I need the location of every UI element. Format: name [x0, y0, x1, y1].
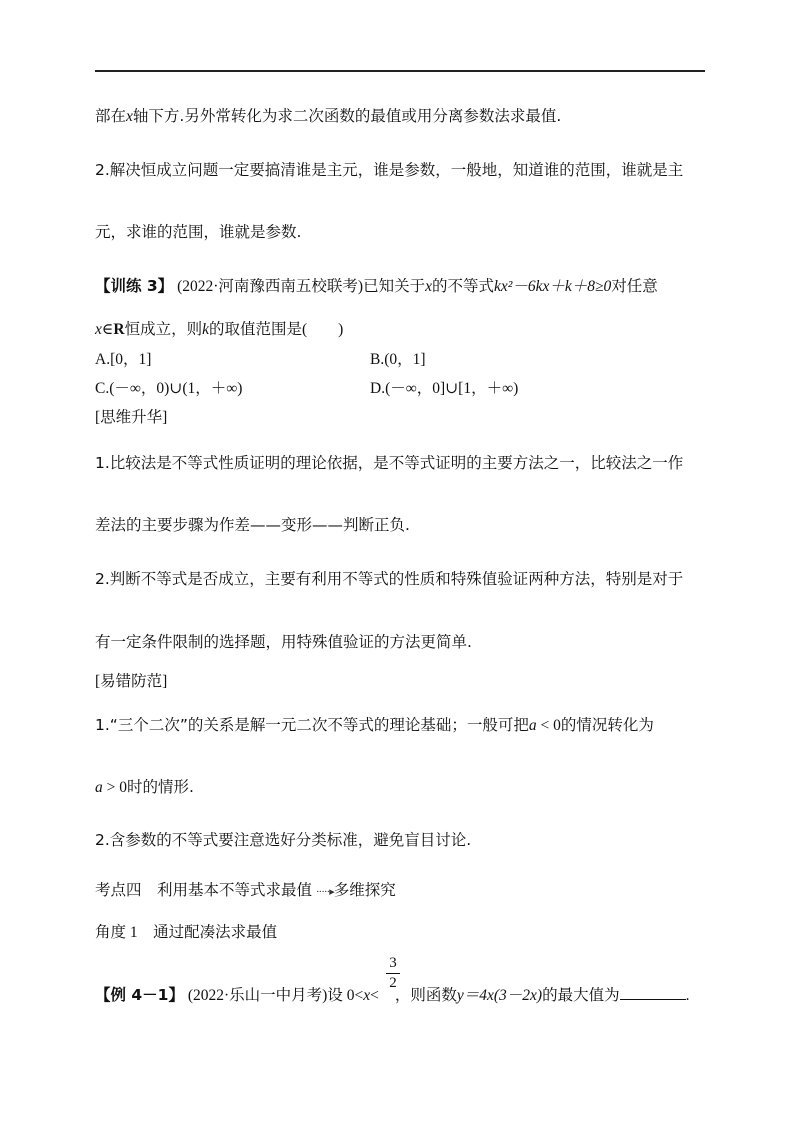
training3-var-x: x	[425, 278, 432, 295]
option-d: D.(－∞，0]∪[1，＋∞)	[370, 380, 519, 397]
training3-stem-line1	[95, 276, 658, 297]
training3-line2-R: R	[113, 321, 125, 338]
training3-expr: kx²－6kx＋k＋8≥0	[493, 278, 612, 295]
arrow-right-icon: ·····▸	[315, 886, 334, 898]
para1-var-x: x	[126, 108, 133, 125]
pitfalls-p2: 2.含参数的不等式要注意选好分类标准，避免盲目讨论.	[95, 831, 472, 849]
training3-line2-in: ∈	[101, 321, 114, 338]
para1-line	[95, 106, 561, 127]
pitfalls-p1-line1	[95, 715, 654, 736]
top-rule	[95, 70, 705, 72]
example41-stem	[95, 985, 689, 1006]
training3-line2-mid: 恒成立，则	[124, 321, 203, 338]
pitfalls-p1-b: 的情况转化为	[560, 716, 654, 734]
training3-stem-b: 的不等式	[431, 278, 494, 295]
example41-stem-lt: <	[370, 987, 379, 1004]
sublimation-heading: [思维升华]	[95, 409, 168, 426]
training3-stem-c: 对任意	[611, 278, 658, 295]
training3-line2-x: x	[95, 321, 102, 338]
training3-source: (2022·河南豫西南五校联考)	[177, 278, 364, 295]
answer-blank[interactable]	[620, 985, 686, 1000]
training3-options-row1	[95, 350, 426, 370]
topic4-heading	[95, 880, 396, 902]
training3-stem-line2	[95, 320, 343, 340]
training3-line2-end: 的取值范围是( )	[208, 321, 344, 338]
topic4-tag: 多维探究	[333, 881, 396, 899]
para2-line2: 元，求谁的范围，谁就是参数.	[95, 223, 302, 241]
sublimation-p2-line2: 有一定条件限制的选择题，用特殊值验证的方法更简单.	[95, 633, 472, 651]
pitfalls-p1-a: 1.“三个二次”的关系是解一元二次不等式的理论基础；一般可把	[95, 716, 529, 734]
para1-post: 轴下方.另外常转化为求二次函数的最值或用分离参数法求最值.	[132, 107, 562, 125]
example41-end: .	[685, 987, 690, 1004]
option-c: C.(－∞，0)∪(1，＋∞)	[95, 380, 243, 397]
training3-options-row2	[95, 379, 519, 399]
pitfalls-p1-line2-b: 时的情形.	[127, 778, 194, 796]
option-a: A.[0，1]	[95, 351, 152, 368]
para1-pre: 部在	[95, 107, 127, 125]
pitfalls-heading: [易错防范]	[95, 673, 168, 690]
example41-var-x: x	[363, 987, 371, 1004]
pitfalls-p1-cond: < 0	[536, 717, 561, 734]
fraction-bar	[386, 973, 400, 974]
pitfalls-p1-line2	[95, 777, 194, 798]
example41-stem-b: ，则函数	[394, 987, 457, 1004]
sublimation-p2-line1: 2.判断不等式是否成立，主要有利用不等式的性质和特殊值验证两种方法，特别是对于	[95, 570, 684, 588]
training3-stem-a: 已知关于	[363, 278, 426, 295]
example41-tag: 【例 4－1】	[95, 986, 184, 1004]
example41-source: (2022·乐山一中月考)	[187, 987, 328, 1004]
example41-expr: y＝4x(3－2x)	[456, 987, 543, 1004]
fraction-denominator: 2	[389, 975, 397, 991]
example41-stem-a: 设 0<	[327, 987, 364, 1004]
training3-line2-k: k	[202, 321, 209, 338]
example41-stem-c: 的最大值为	[542, 987, 620, 1004]
topic4-title: 考点四 利用基本不等式求最值	[95, 882, 313, 899]
option-b: B.(0，1]	[370, 351, 426, 368]
pitfalls-p1-line2-var-a: a	[95, 779, 103, 796]
para2-line1: 2.解决恒成立问题一定要搞清谁是主元，谁是参数，一般地，知道谁的范围，谁就是主	[95, 161, 684, 179]
pitfalls-p1-var-a: a	[528, 717, 537, 734]
pitfalls-p1-line2-cond: > 0	[102, 779, 127, 796]
sublimation-p1-line2: 差法的主要步骤为作差——变形——判断正负.	[95, 516, 410, 534]
sublimation-p1-line1: 1.比较法是不等式性质证明的理论依据，是不等式证明的主要方法之一，比较法之一作	[95, 454, 684, 472]
angle1-heading: 角度 1 通过配凑法求最值	[95, 924, 278, 941]
fraction-numerator: 3	[389, 955, 397, 971]
training3-tag: 【训练 3】	[95, 277, 174, 295]
